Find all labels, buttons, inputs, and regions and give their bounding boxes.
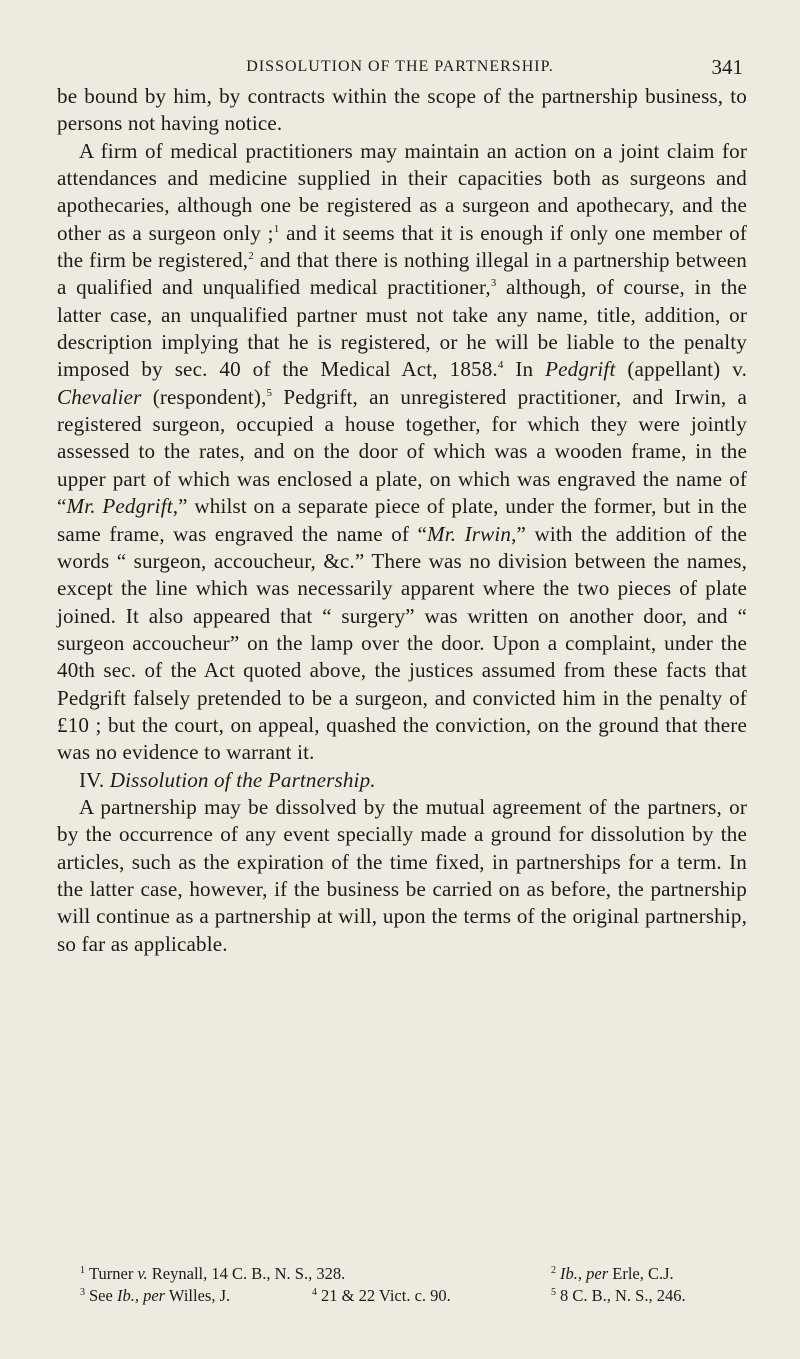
footnote-ref[interactable]: 2 xyxy=(248,250,254,263)
footnote-text: 8 C. B., N. S., 246. xyxy=(560,1286,686,1305)
footnote-mark: 4 xyxy=(312,1287,317,1298)
footnote-row xyxy=(80,1285,760,1307)
text-run: although, of course, in the latter case, an unqualified partner must not take any name, title, addition, or description implying that he is registered, or he will be liable to the penalty imposed by sec. 40 of the Medical Act, 1858. xyxy=(57,275,747,382)
footnote-italic: Ib., per xyxy=(560,1264,609,1283)
footnote-ref[interactable]: 3 xyxy=(490,277,497,290)
body-text xyxy=(57,83,747,958)
footnote-italic: v. xyxy=(137,1264,148,1283)
footnote-mark: 5 xyxy=(551,1287,556,1298)
footnote-ref[interactable]: 5 xyxy=(266,386,273,399)
footnote-text: Reynall, 14 C. B., N. S., 328. xyxy=(147,1264,346,1283)
footnote-italic: Ib., per xyxy=(116,1286,166,1305)
text-run: and that there is nothing illegal in a partnership between a qualified and unqualified medical practitioner, xyxy=(57,248,747,300)
footnote xyxy=(80,1285,230,1307)
section-number: IV. xyxy=(79,767,105,792)
footnote xyxy=(551,1263,674,1285)
case-name: Pedgrift xyxy=(545,357,616,382)
paragraph-continuation xyxy=(57,83,747,138)
footnote xyxy=(312,1285,451,1307)
footnote-text: Willes, J. xyxy=(165,1286,231,1305)
footnote-text: Erle, C.J. xyxy=(608,1264,674,1283)
section-heading xyxy=(57,767,747,794)
paragraph-medical-firms xyxy=(57,138,747,767)
text-run: and it seems that it is enough if only one member of the firm be registered, xyxy=(57,220,748,273)
running-head: DISSOLUTION OF THE PARTNERSHIP. xyxy=(246,58,554,75)
footnote-text: Turner xyxy=(89,1264,138,1283)
footnote-mark: 1 xyxy=(80,1265,85,1276)
footnote xyxy=(551,1285,686,1307)
text-run: In xyxy=(503,357,546,382)
paragraph-text: A partnership may be dissolved by the mutual agreement of the partners, or by the occurrence of any event specially made a ground for dissolution by the articles, such as the expiration of the time fixed, in partnerships for a term. In the latter case, however, if the business be carried on as before, the partnership will continue as a partnership at will, upon the terms of the original partnership, so far as applicable. xyxy=(57,794,747,956)
footnote-text: 21 & 22 Vict. c. 90. xyxy=(321,1286,451,1305)
engraved-name: Mr. Irwin, xyxy=(427,521,517,546)
footnote-text: See xyxy=(89,1286,117,1305)
paragraph-dissolution xyxy=(57,794,747,958)
page-number: 341 xyxy=(711,55,743,79)
footnote-ref[interactable]: 1 xyxy=(273,222,280,235)
footnote-mark: 3 xyxy=(80,1287,85,1298)
text-run: Pedgrift, an unregistered practitioner, and Irwin, a registered surgeon, occupied a house together, for which they were jointly assessed to the rates, and on the door of which was a wooden frame, in the upper part of which was enclosed a plate, on which was engraved the name of “ xyxy=(57,384,747,519)
paragraph-text: be bound by him, by contracts within the scope of the partnership business, to persons not having notice. xyxy=(57,84,747,136)
page-header xyxy=(57,55,743,82)
text-run: (respondent), xyxy=(141,384,267,409)
footnote-mark: 2 xyxy=(551,1265,556,1276)
case-name: Chevalier xyxy=(57,384,142,409)
section-title: Dissolution of the Partnership. xyxy=(109,767,376,792)
footnote xyxy=(80,1263,345,1285)
text-run: ” with the addition of the words “ surgeon, accoucheur, &c.” There was no division between the names, except the line which was necessarily apparent where the two pieces of plate joined. It also appeared that “ surgery” was written on another door, and “ surgeon accoucheur” on the lamp over the door. Upon a complaint, under the 40th sec. of the Act quoted above, the justices assumed from these facts that Pedgrift falsely pretended to be a surgeon, and convicted him in the penalty of £10 ; but the court, on appeal, quashed the conviction, on the ground that there was no evidence to warrant it. xyxy=(57,521,747,765)
text-run: (appellant) v. xyxy=(615,357,747,382)
footnotes xyxy=(80,1263,760,1307)
footnote-row xyxy=(80,1263,760,1285)
text-run: ” whilst on a separate piece of plate, under the former, but in the same frame, was engraved the name of “ xyxy=(57,494,748,546)
engraved-name: Mr. Pedgrift, xyxy=(66,494,179,519)
footnote-ref[interactable]: 4 xyxy=(497,359,504,372)
text-run: A firm of medical practitioners may maintain an action on a joint claim for attendances and medicine supplied in their capacities both as surgeons and apothecaries, although one be registered as a surgeon and apothecary, and the other as a surgeon only ; xyxy=(57,138,747,245)
